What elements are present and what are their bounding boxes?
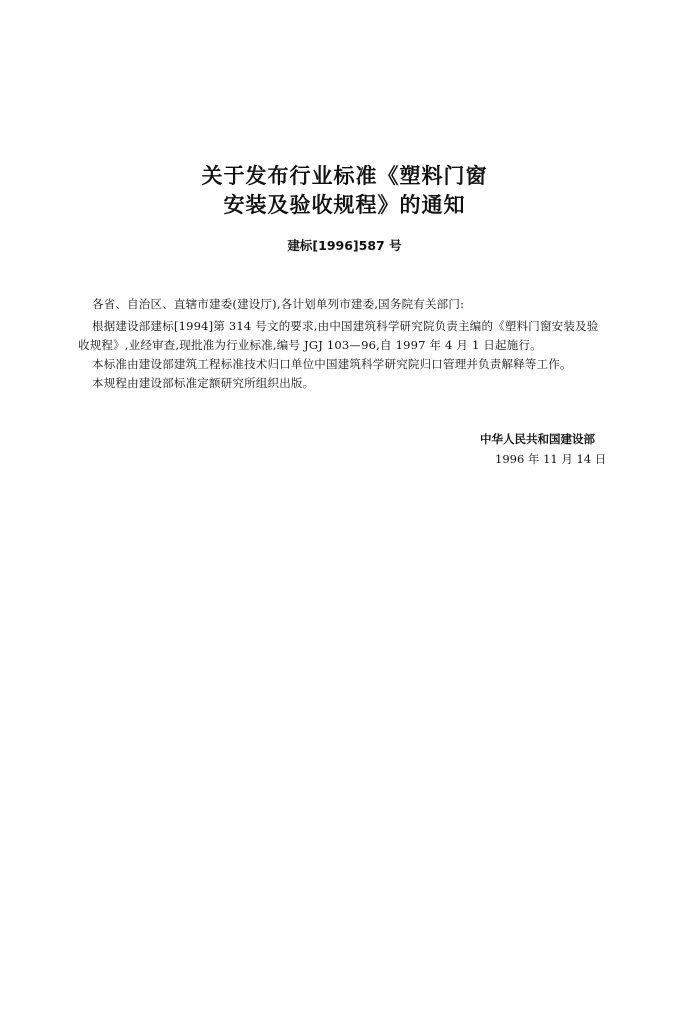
body-paragraph-3: 本规程由建设部标准定额研究所组织出版。: [92, 376, 315, 390]
notice-title-line-2: 安装及验收规程》的通知: [223, 193, 466, 217]
body-paragraph-2: 本标准由建设部建筑工程标准技术归口单位中国建筑科学研究院归口管理并负责解释等工作。: [92, 357, 572, 371]
body-paragraph-1-line-1: 根据建设部建标[1994]第 314 号文的要求,由中国建筑科学研究院负责主编的《塑料门窗安装及验: [92, 319, 599, 333]
issue-date: 1996 年 11 月 14 日: [495, 452, 607, 466]
issuing-authority: 中华人民共和国建设部: [480, 432, 595, 446]
notice-title-line-1: 关于发布行业标准《塑料门窗: [201, 164, 488, 188]
addressee-line: 各省、自治区、直辖市建委(建设厅),各计划单列市建委,国务院有关部门:: [92, 297, 465, 311]
document-number: 建标[1996]587 号: [287, 238, 402, 253]
body-paragraph-1-line-2: 收规程》,业经审查,现批准为行业标准,编号 JGJ 103—96,自 1997 年 4 月 1 日起施行。: [78, 338, 542, 352]
